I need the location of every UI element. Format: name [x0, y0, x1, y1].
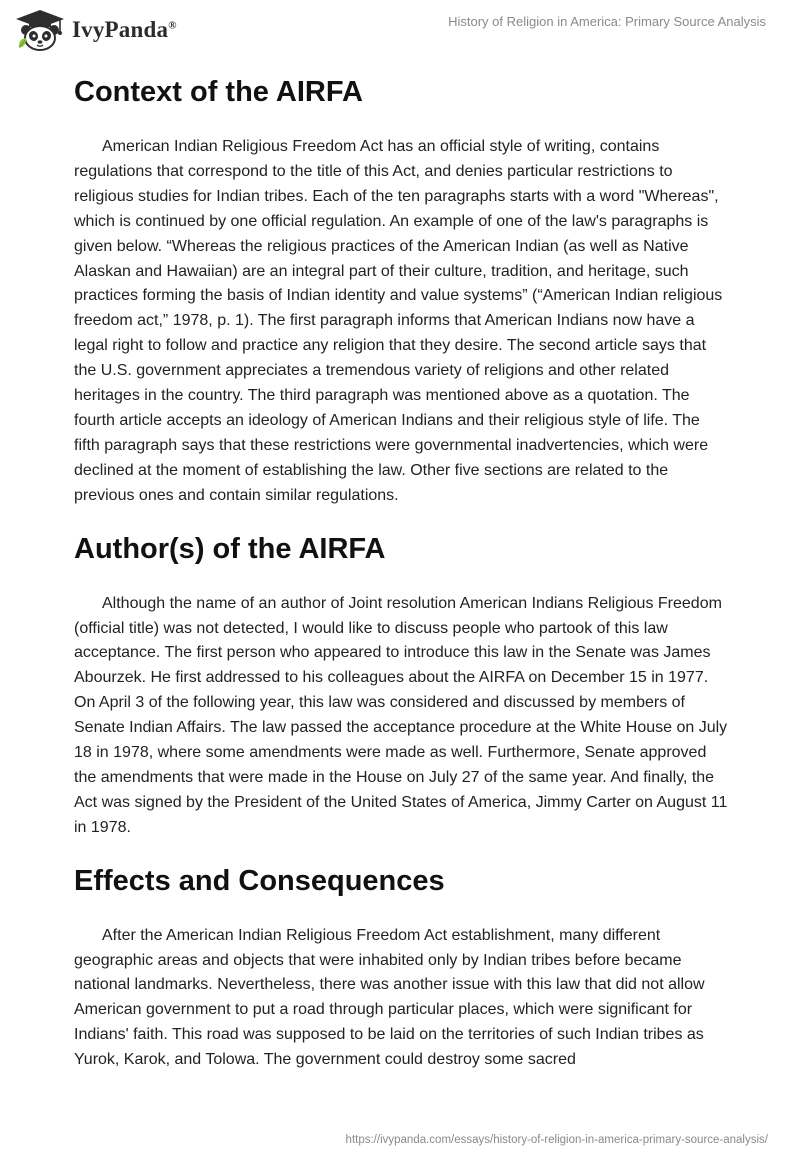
section-heading-authors: Author(s) of the AIRFA: [74, 532, 386, 565]
brand-text: IvyPanda: [72, 17, 169, 42]
page-header: [0, 0, 800, 60]
brand-name: [72, 17, 177, 43]
registered-mark: ®: [168, 19, 177, 32]
section-heading-effects: Effects and Consequences: [74, 864, 445, 897]
ivypanda-logo[interactable]: [14, 8, 177, 52]
section-paragraph-context: American Indian Religious Freedom Act has an official style of writing, contains regulations that correspond to the title of this Act, and denies particular restrictions to religious studies for Indian tribes. Each of the ten paragraphs starts with a word "Whereas", which is continued by one official regulation. An example of one of the law's paragraphs is given below. “Whereas the religious practices of the American Indian (as well as Native Alaskan and Hawaiian) are an integral part of their culture, tradition, and heritage, such practices forming the basis of Indian identity and value systems” (“American Indian religious freedom act,” 1978, p. 1). The first paragraph informs that American Indians now have a legal right to follow and practice any religion that they desire. The second article says that the U.S. government appreciates a tremendous variety of religions and other related heritages in the country. The third paragraph was mentioned above as a quotation. The fourth article accepts an ideology of American Indians and their religious style of life. The fifth paragraph says that these restrictions were governmental inadvertencies, which were declined at the moment of establishing the law. Other five sections are related to the previous ones and contain similar regulations.: [74, 138, 723, 504]
section-heading-context: Context of the AIRFA: [74, 76, 363, 108]
essay-content: [74, 70, 728, 1073]
source-url-link[interactable]: https://ivypanda.com/essays/history-of-religion-in-america-primary-source-analysis/: [345, 1134, 768, 1146]
document-title: History of Religion in America: Primary Source Analysis: [448, 14, 766, 29]
section-paragraph-effects: After the American Indian Religious Freedom Act establishment, many different geographic areas and objects that were inhabited only by Indian tribes before became national landmarks. Nevertheless, there was another issue with this law that did not allow American government to put a road through particular places, which were significant for Indians' faith. This road was supposed to be laid on the territories of such Indian tribes as Yurok, Karok, and Tolowa. The government could destroy some sacred: [74, 926, 705, 1069]
panda-graduate-icon: [14, 8, 66, 52]
section-paragraph-authors: Although the name of an author of Joint resolution American Indians Religious Freedom (official title) was not detected, I would like to discuss people who partook of this law acceptance. The first person who appeared to introduce this law in the Senate was James Abourzek. He first addressed to his colleagues about the AIRFA on December 15 in 1977. On April 3 of the following year, this law was considered and discussed by members of Senate Indian Affairs. The law passed the acceptance procedure at the White House on July 18 in 1978, where some amendments were made as well. Furthermore, Senate approved the amendments that were made in the House on July 27 of the same year. And finally, the Act was signed by the President of the United States of America, Jimmy Carter on August 11 in 1978.: [74, 594, 728, 836]
